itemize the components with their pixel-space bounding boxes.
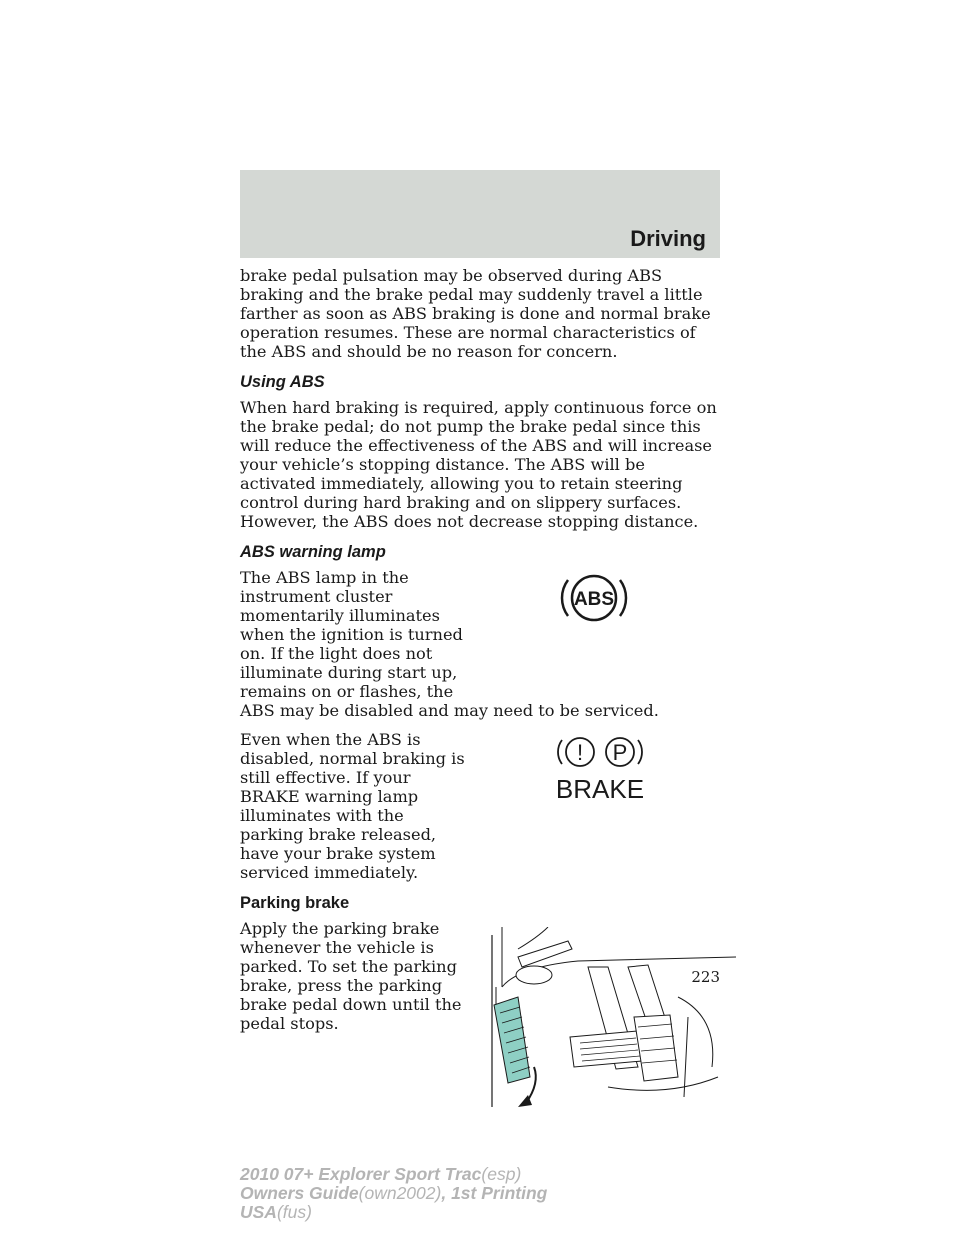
section-header — [240, 170, 720, 258]
footer-line-2 — [240, 1184, 547, 1203]
document-footer — [240, 1165, 547, 1222]
parking-brake-heading: Parking brake — [240, 894, 350, 912]
abs-lamp-block — [240, 568, 720, 720]
using-abs-heading: Using ABS — [240, 373, 325, 391]
abs-lamp-paragraph-tail: ABS may be disabled and may need to be serviced. — [240, 701, 659, 720]
brake-p-text: P — [612, 740, 628, 765]
footer-printing: , 1st Printing — [441, 1183, 548, 1203]
footer-line-3 — [240, 1203, 547, 1222]
footer-line-1 — [240, 1165, 547, 1184]
brake-warning-icon — [554, 734, 650, 804]
page-content — [240, 266, 720, 1043]
footer-guide: Owners Guide — [240, 1183, 359, 1203]
abs-warning-icon — [558, 570, 630, 626]
footer-market: USA — [240, 1202, 277, 1222]
brake-lamp-paragraph: Even when the ABS is disabled, normal braking is still effective. If your BRAKE warning lamp illuminates with the parking brake released, have your brake system serviced immediately. — [240, 730, 465, 882]
using-abs-paragraph: When hard braking is required, apply continuous force on the brake pedal; do not pump the brake pedal since this will reduce the effectiveness of the ABS and will increase your vehicle’s stopping distance. The ABS will be activated immediately, allowing you to retain steering control during hard braking and on slippery surfaces. However, the ABS does not decrease stopping distance. — [240, 398, 717, 531]
footer-model: 2010 07+ Explorer Sport Trac — [240, 1164, 482, 1184]
parking-brake-pedal-illustration — [488, 927, 736, 1109]
footer-model-code: (esp) — [481, 1164, 522, 1184]
brake-lamp-block — [240, 730, 720, 882]
footer-market-code: (fus) — [276, 1202, 312, 1222]
brake-icon-text: BRAKE — [555, 774, 645, 804]
brake-exclaim-text: ! — [576, 740, 584, 765]
intro-paragraph: brake pedal pulsation may be observed during ABS braking and the brake pedal may suddenly travel a little farther as soon as ABS braking is done and normal brake operation resumes. These are normal characteristics of the ABS and should be no reason for concern. — [240, 266, 711, 361]
page-number: 223 — [691, 968, 720, 986]
section-title: Driving — [630, 226, 706, 251]
parking-brake-paragraph: Apply the parking brake whenever the vehicle is parked. To set the parking brake, press the parking brake pedal down until the pedal stops. — [240, 919, 462, 1033]
abs-lamp-paragraph: The ABS lamp in the instrument cluster momentarily illuminates when the ignition is turned on. If the light does not illuminate during start up, remains on or flashes, the — [240, 568, 463, 701]
abs-icon-text: ABS — [573, 589, 615, 610]
abs-warning-lamp-heading: ABS warning lamp — [240, 543, 386, 561]
parking-brake-block — [240, 919, 720, 1033]
footer-guide-code: (own2002) — [358, 1183, 442, 1203]
